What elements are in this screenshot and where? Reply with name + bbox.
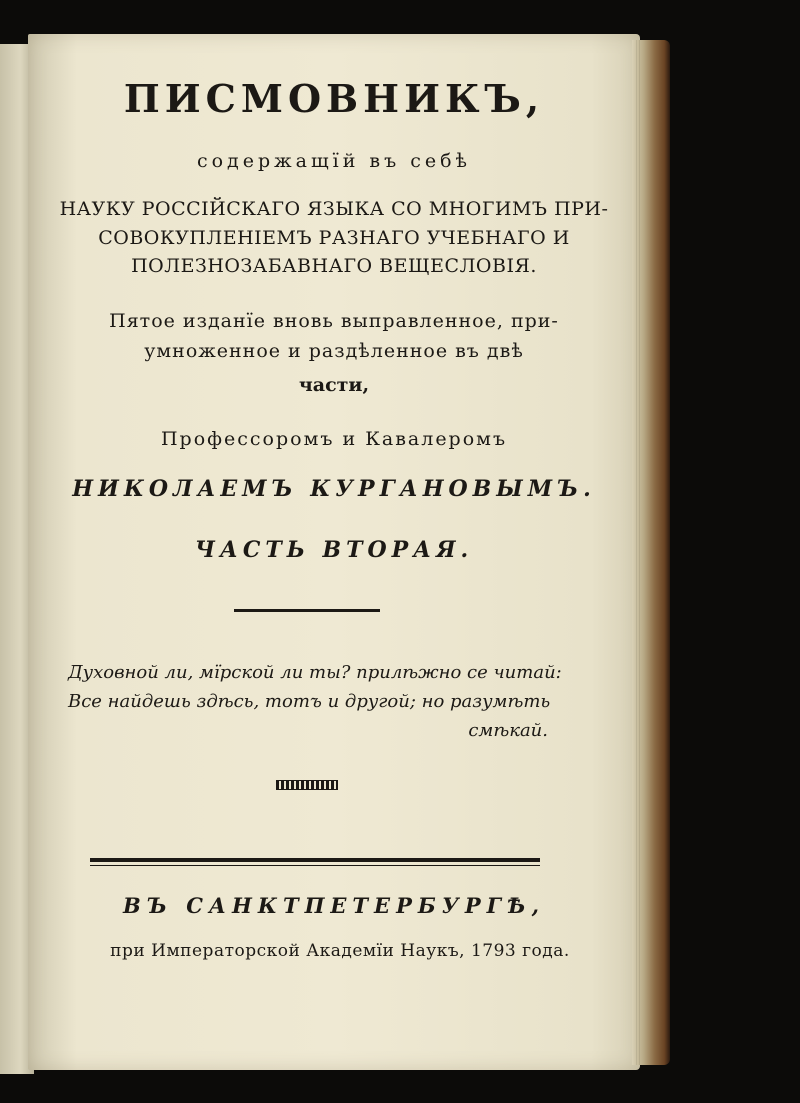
book-title: ПИСМОВНИКЪ, [123,76,545,121]
edition-line-2: умноженное и раздѣленное въ двѣ [144,340,524,362]
epigraph-line-2: Все найдешь здѣсь, тотъ и другой; но разумѣть [68,691,551,712]
edition-line-1: Пятое изданїе вновь выправленное, при- [109,310,559,332]
epigraph-line-1: Духовной ли, мїрской ли ты? прилѣжно се читай: [68,662,562,683]
volume-part: ЧАСТЬ ВТОРАЯ. [194,537,474,563]
printer-ornament [276,780,338,790]
title-divider [234,609,380,612]
subject-line-2: СОВОКУПЛЕНІЕМЪ РАЗНАГО УЧЕБНАГО И [98,227,570,249]
author-name: НИКОЛАЕМЪ КУРГАНОВЫМЪ. [72,476,596,502]
author-credentials: Профессоромъ и Кавалеромъ [160,428,508,450]
subject-line-3: ПОЛЕЗНОЗАБАВНАГО ВЕЩЕСЛОВІЯ. [131,255,537,277]
subject-line-1: НАУКУ РОССІЙСКАГО ЯЗЫКА СО МНОГИМЪ ПРИ- [59,198,609,220]
imprint-publisher-year: при Императорской Академїи Наукъ, 1793 года. [110,941,570,961]
subtitle-containing: содержащїй въ себѣ [196,150,472,172]
epigraph-line-3: смѣкай. [468,720,548,741]
imprint-rule-thin [90,865,540,866]
edition-line-3: части, [298,374,370,396]
imprint-rule [90,858,540,862]
imprint-city: ВЪ САНКТПЕТЕРБУРГѢ, [123,893,545,918]
